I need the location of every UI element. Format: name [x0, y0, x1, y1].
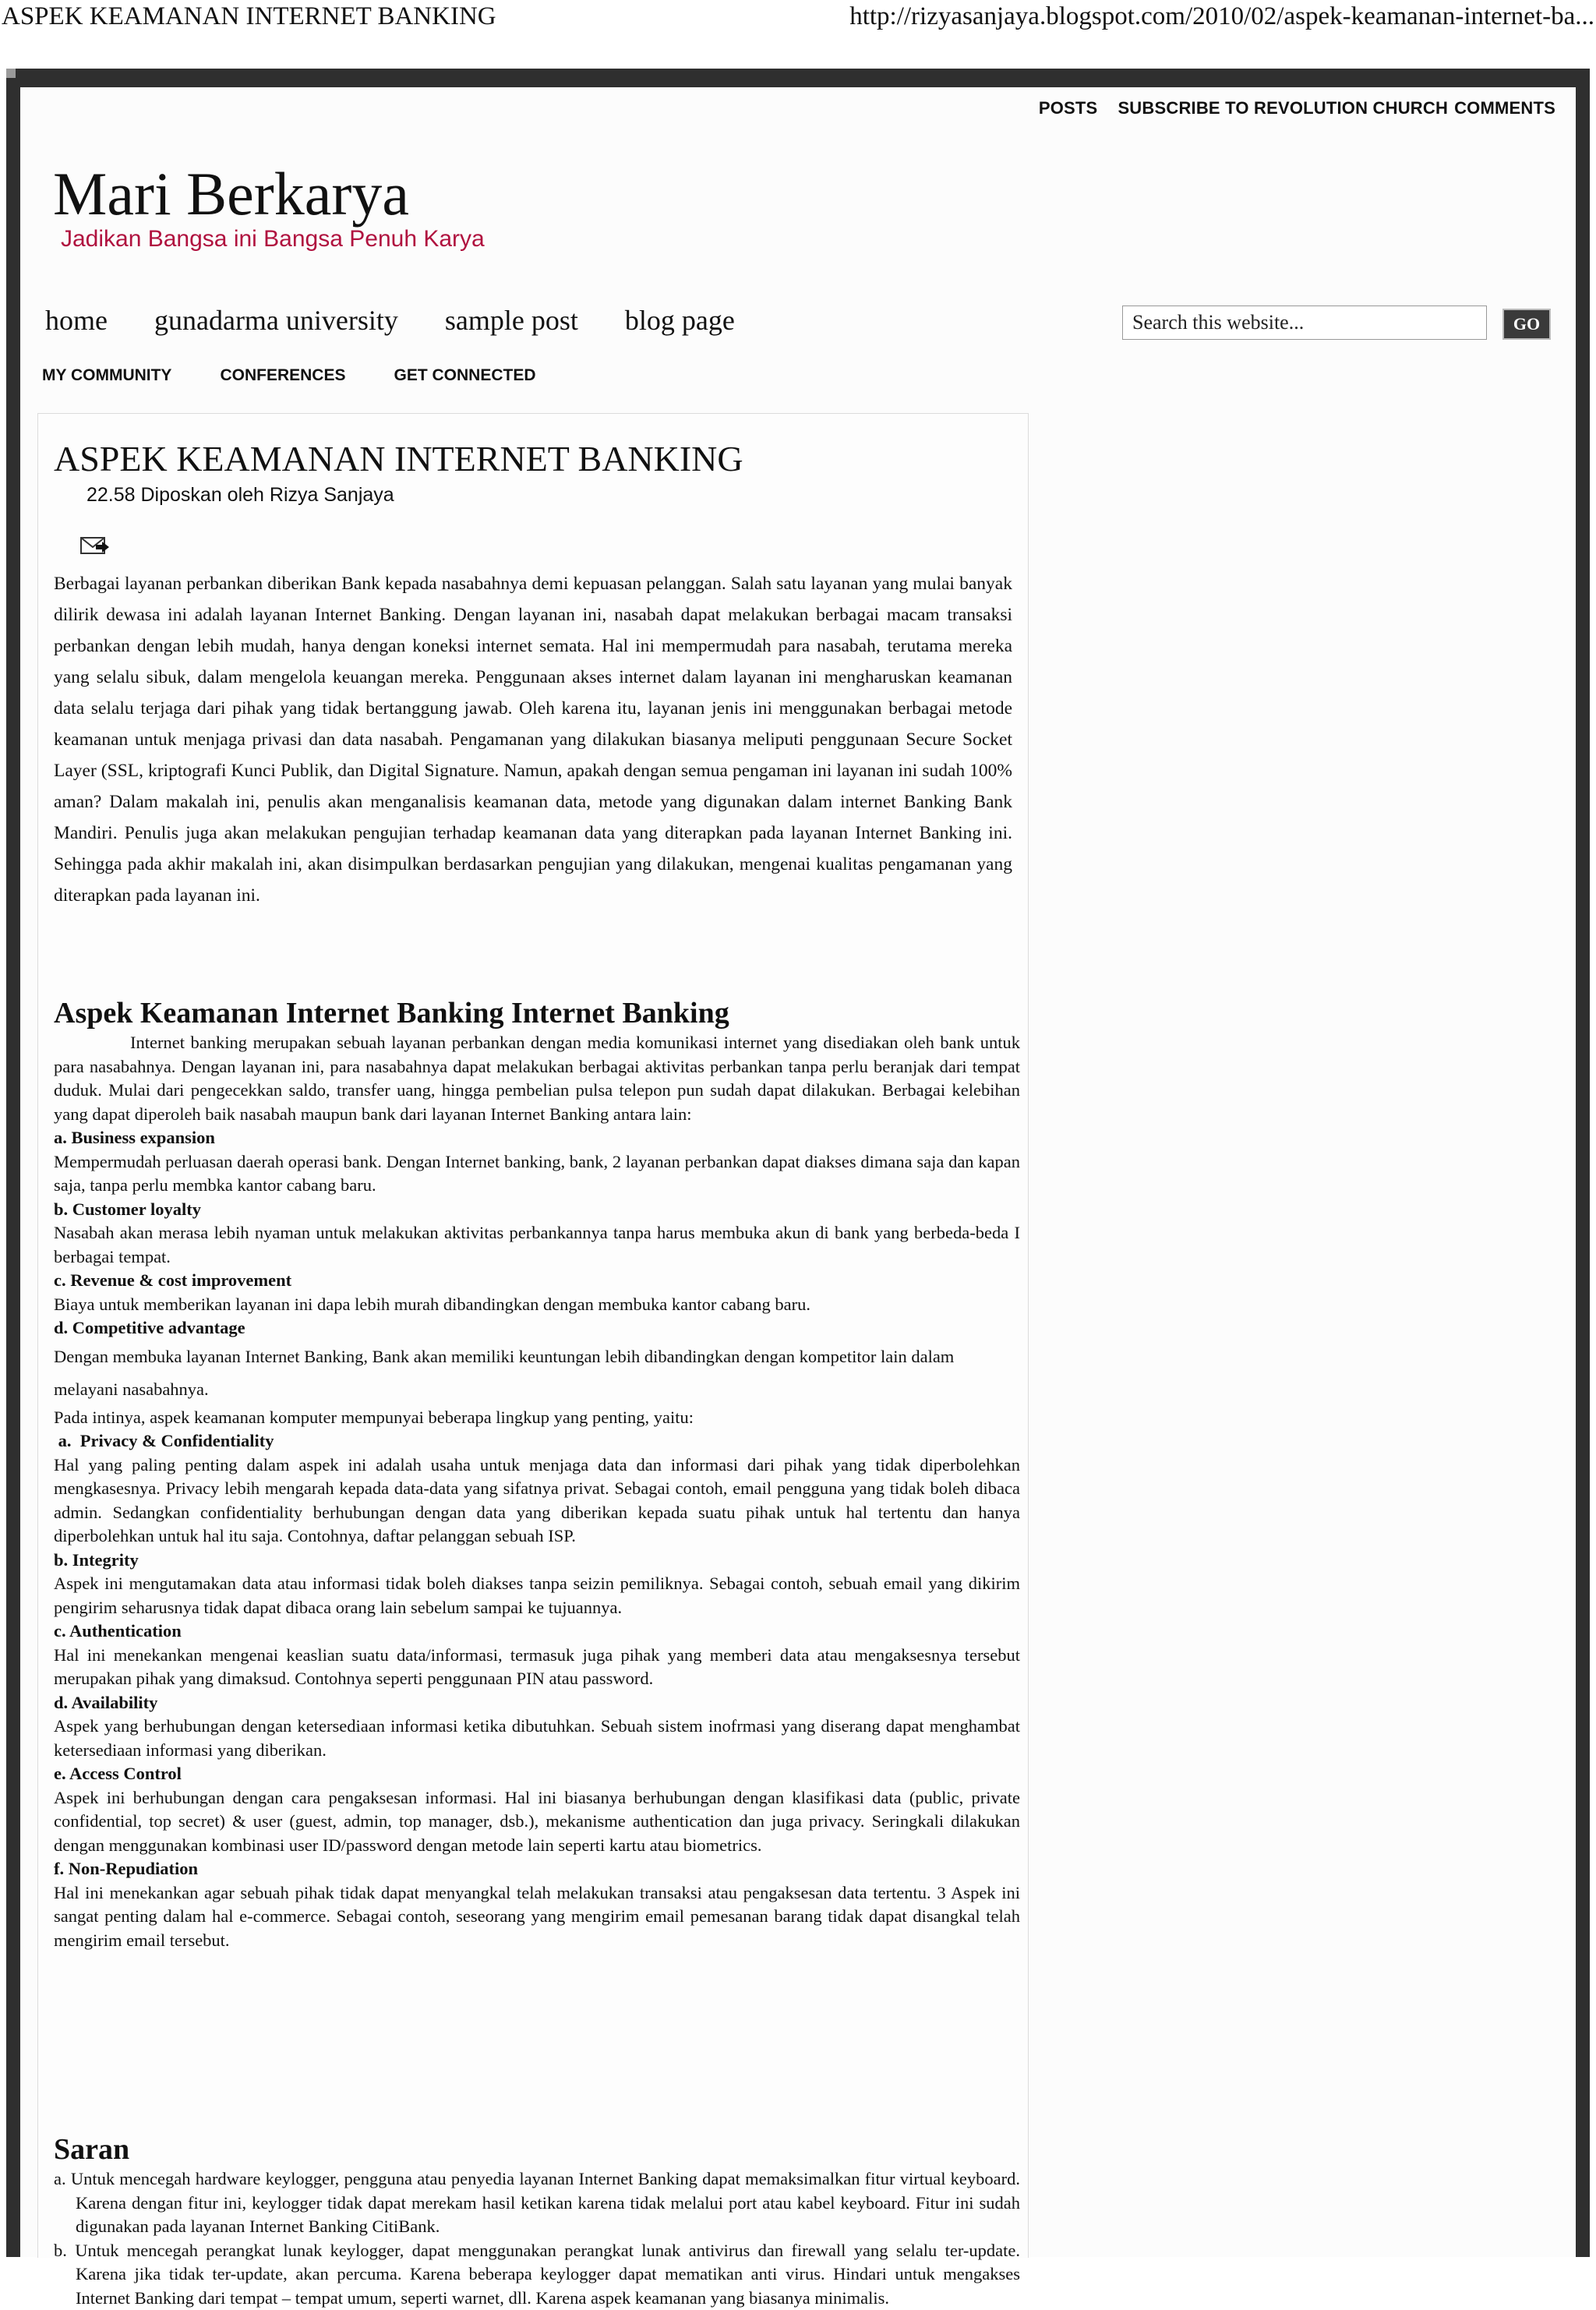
item-text: Aspek yang berhubungan dengan ketersediaan informasi ketika dibutuhkan. Sebuah sistem inofrmasi yang diserang dapat menghambat ketersediaan informasi yang diberikan. [54, 1715, 1020, 1762]
item-text: Dengan membuka layanan Internet Banking, Bank akan memiliki keuntungan lebih dibandingkan dengan kompetitor lain dalam melayani nasabahnya. [54, 1340, 1020, 1406]
nav-sample-post[interactable]: sample post [445, 305, 578, 336]
subnav-get-connected[interactable]: GET CONNECTED [394, 366, 535, 384]
item-text: Hal ini menekankan agar sebuah pihak tidak dapat menyangkal telah melakukan transaksi atau pengaksesan data tertentu. 3 Aspek ini sangat penting dalam hal e-commerce. Sebagai contoh, seseorang yang mengirim email pemesanan barang tidak dapat disangkal telah mengirim email tersebut. [54, 1881, 1020, 1953]
item-heading: b. Integrity [54, 1549, 1020, 1573]
item-text: Aspek ini mengutamakan data atau informasi tidak boleh diakses tanpa seizin pemiliknya. Sebagai contoh, sebuah email yang dikirim pengirim seharusnya tidak dapat dibaca orang lain sebelum sampai ke tujuannya. [54, 1572, 1020, 1619]
item-heading: f. Non-Repudiation [54, 1857, 1020, 1881]
post-panel [37, 413, 1029, 2258]
comments-link[interactable]: COMMENTS [1454, 98, 1555, 118]
section-aspek [54, 995, 1020, 1952]
item-text: Mempermudah perluasan daerah operasi bank. Dengan Internet banking, bank, 2 layanan perbankan dapat diakses dimana saja dan kapan saja, tanpa perlu membka kantor cabang baru. [54, 1150, 1020, 1198]
main-nav [45, 304, 782, 337]
nav-blog-page[interactable]: blog page [625, 305, 735, 336]
go-button[interactable]: GO [1502, 309, 1551, 340]
print-header-title: ASPEK KEAMANAN INTERNET BANKING [2, 0, 496, 33]
item-text: Biaya untuk memberikan layanan ini dapa lebih murah dibandingkan dengan membuka kantor cabang baru. [54, 1293, 1020, 1317]
item-heading: c. Authentication [54, 1619, 1020, 1644]
post-meta: 22.58 Diposkan oleh Rizya Sanjaya [87, 484, 394, 507]
blog-page [20, 87, 1576, 2257]
top-menu [1019, 98, 1555, 118]
subscribe-link[interactable]: SUBSCRIBE TO REVOLUTION CHURCH [1118, 98, 1448, 118]
item-text: Aspek ini berhubungan dengan cara pengaksesan informasi. Hal ini biasanya berhubungan dengan klasifikasi data (public, private confidential, top secret) & user (guest, admin, top manager, dsb.), mekanisme authentication dan juga privacy. Seringkali dilakukan dengan menggunakan kombinasi user ID/password dengan metode lain seperti kartu atau biometrics. [54, 1786, 1020, 1858]
print-header [0, 0, 1596, 34]
saran-item: b. Untuk mencegah perangkat lunak keylogger, dapat menggunakan perangkat lunak antivirus dan firewall yang selalu ter-update. Karena jika tidak ter-update, akan percuma. Karena beberapa keylogger dapat mematikan anti virus. Hindari untuk mengakses Internet Banking dari tempat – tempat umum, seperti warnet, dll. Karena aspek keamanan yang biasanya minimalis. [54, 2239, 1020, 2310]
section-heading: Aspek Keamanan Internet Banking Internet Banking [54, 995, 1020, 1031]
print-header-url: http://rizyasanjaya.blogspot.com/2010/02/aspek-keamanan-internet-ba... [849, 0, 1594, 33]
item-text: Hal ini menekankan mengenai keaslian suatu data/informasi, termasuk juga pihak yang memberi data atau mengaksesnya tersebut merupakan pihak yang dimaksud. Contohnya seperti penggunaan PIN atau password. [54, 1644, 1020, 1691]
site-tagline: Jadikan Bangsa ini Bangsa Penuh Karya [61, 226, 485, 253]
nav-gunadarma[interactable]: gunadarma university [154, 305, 398, 336]
search-input[interactable] [1122, 306, 1487, 340]
sub-nav [42, 366, 584, 385]
item-heading: d. Competitive advantage [54, 1316, 1020, 1340]
item-heading: c. Revenue & cost improvement [54, 1269, 1020, 1293]
item-text: Hal yang paling penting dalam aspek ini adalah usaha untuk menjaga data dan informasi dari pihak yang tidak diperbolehkan mengkasesnya. Privacy lebih mengarah kepada data-data yang sifatnya privat. Sebagai contoh, email pengguna yang tidak boleh dibaca admin. Sedangkan confidentiality berhubungan dengan data yang diberikan kepada suatu pihak untuk hal tertentu dan hanya diperbolehkan untuk hal itu saja. Contohnya, daftar pelanggan sebuah ISP. [54, 1453, 1020, 1549]
item-heading: b. Customer loyalty [54, 1198, 1020, 1222]
item-heading: a. Privacy & Confidentiality [54, 1429, 1020, 1453]
post-title: ASPEK KEAMANAN INTERNET BANKING [54, 437, 743, 481]
frame-corner [6, 69, 16, 78]
item-heading: d. Availability [54, 1691, 1020, 1715]
saran-heading: Saran [54, 2132, 1020, 2167]
section-paragraph: Internet banking merupakan sebuah layanan perbankan dengan media komunikasi internet yang disediakan oleh bank untuk para nasabahnya. Dengan layanan ini, para nasabahnya dapat melakukan berbagai aktivitas perbankan tanpa perlu beranjak dari tempat duduk. Mulai dari pengecekkan saldo, transfer uang, hingga pembelian pulsa telepon pun sudah dapat dilakukan. Berbagai kelebihan yang dapat diperoleh baik nasabah maupun bank dari layanan Internet Banking antara lain: [54, 1031, 1020, 1126]
email-post-icon[interactable] [80, 534, 110, 557]
nav-home[interactable]: home [45, 305, 108, 336]
section-saran [54, 2132, 1020, 2310]
item-text: Nasabah akan merasa lebih nyaman untuk melakukan aktivitas perbankannya tanpa harus membuka akun di bank yang berbeda-beda I berbagai tempat. [54, 1221, 1020, 1269]
item-heading: a. Business expansion [54, 1126, 1020, 1150]
saran-item: a. Untuk mencegah hardware keylogger, pengguna atau penyedia layanan Internet Banking dapat memaksimalkan fitur virtual keyboard. Karena dengan fitur ini, keylogger tidak dapat merekam hasil ketikan karena tidak melalui port atau kabel keyboard. Fitur ini sudah digunakan pada layanan Internet Banking CitiBank. [54, 2167, 1020, 2239]
section-paragraph: Pada intinya, aspek keamanan komputer mempunyai beberapa lingkup yang penting, yaitu: [54, 1406, 1020, 1430]
site-title[interactable]: Mari Berkarya [53, 159, 409, 229]
posts-link[interactable]: POSTS [1039, 98, 1098, 118]
item-heading: e. Access Control [54, 1762, 1020, 1786]
post-intro: Berbagai layanan perbankan diberikan Bank kepada nasabahnya demi kepuasan pelanggan. Salah satu layanan yang mulai banyak dilirik dewasa ini adalah layanan Internet Banking. Dengan layanan ini, nasabah dapat melakukan berbagai macam transaksi perbankan dengan lebih mudah, hanya dengan koneksi internet semata. Hal ini mempermudah para nasabah, terutama mereka yang selalu sibuk, dalam mengelola keuangan mereka. Penggunaan akses internet dalam layanan ini mengharuskan keamanan data selalu terjaga dari pihak yang tidak bertanggung jawab. Oleh karena itu, layanan jenis ini menggunakan berbagai metode keamanan untuk menjaga privasi dan data nasabah. Pengamanan yang dilakukan biasanya meliputi penggunaan Secure Socket Layer (SSL, kriptografi Kunci Publik, dan Digital Signature. Namun, apakah dengan semua pengaman ini layanan ini sudah 100% aman? Dalam makalah ini, penulis akan menganalisis keamanan data, metode yang digunakan dalam internet Banking Bank Mandiri. Penulis juga akan melakukan pengujian terhadap keamanan data yang diterapkan pada layanan Internet Banking ini. Sehingga pada akhir makalah ini, akan disimpulkan berdasarkan pengujian yang dilakukan, mengenai kualitas pengamanan yang diterapkan pada layanan ini. [54, 568, 1012, 911]
subnav-conferences[interactable]: CONFERENCES [220, 366, 345, 384]
subnav-my-community[interactable]: MY COMMUNITY [42, 366, 171, 384]
